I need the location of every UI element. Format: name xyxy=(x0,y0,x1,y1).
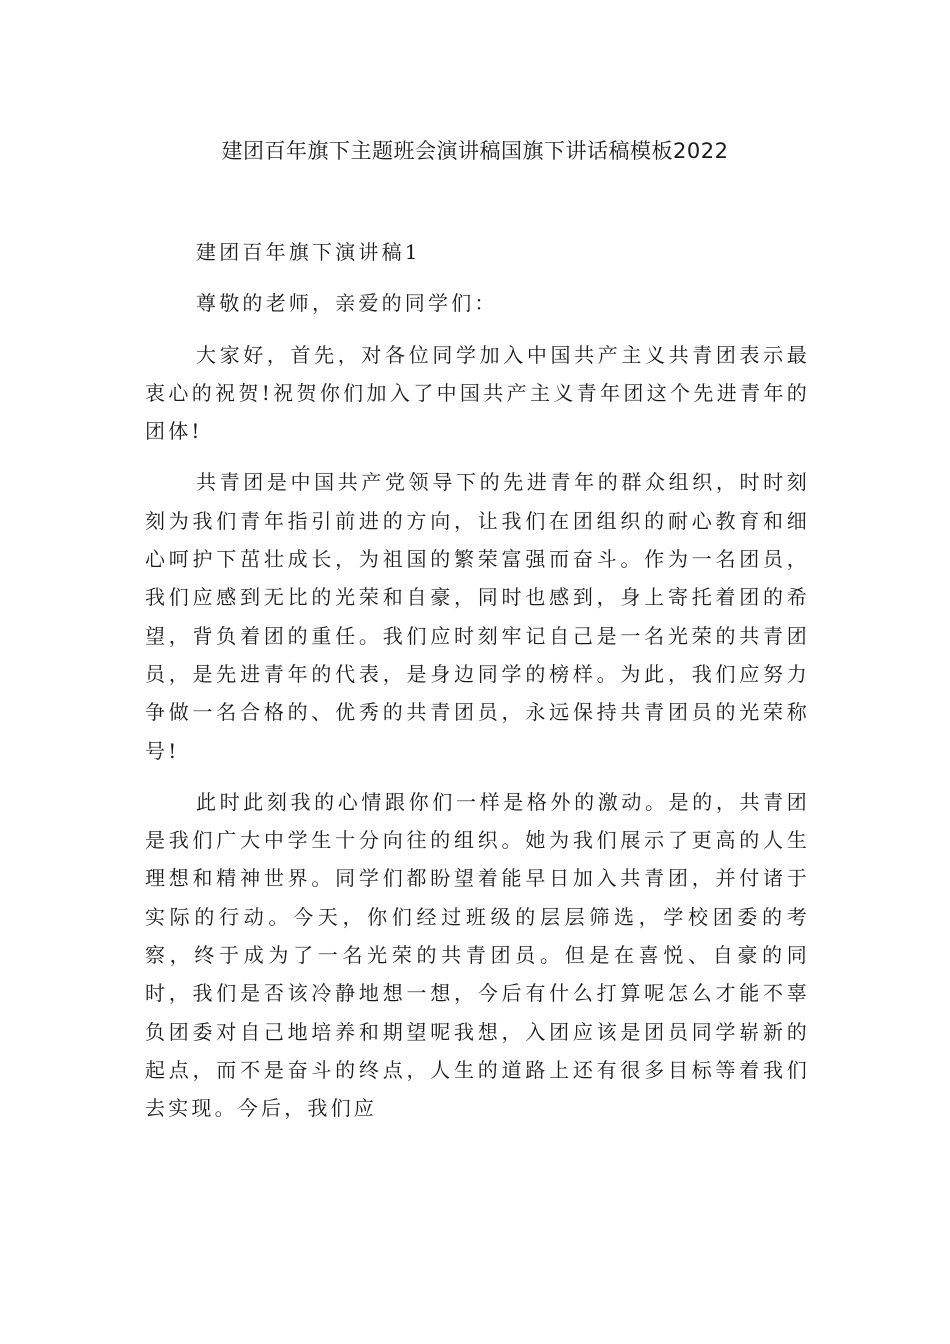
document-body xyxy=(145,233,810,1128)
body-paragraph: 大家好，首先，对各位同学加入中国共产主义共青团表示最衷心的祝贺!祝贺你们加入了中国共产主义青年团这个先进青年的团体! xyxy=(145,342,810,444)
body-paragraph: 共青团是中国共产党领导下的先进青年的群众组织，时时刻刻为我们青年指引前进的方向，让我们在团组织的耐心教育和细心呵护下茁壮成长，为祖国的繁荣富强而奋斗。作为一名团员，我们应感到无比的光荣和自豪，同时也感到，身上寄托着团的希望，背负着团的重任。我们应时刻牢记自己是一名光荣的共青团员，是先进青年的代表，是身边同学的榜样。为此，我们应努力争做一名合格的、优秀的共青团员，永远保持共青团员的光荣称号! xyxy=(145,470,810,763)
document-title: 建团百年旗下主题班会演讲稿国旗下讲话稿模板2022 xyxy=(221,139,729,163)
section-heading: 建团百年旗下演讲稿1 xyxy=(196,240,421,264)
body-paragraph: 此时此刻我的心情跟你们一样是格外的激动。是的，共青团是我们广大中学生十分向往的组织。她为我们展示了更高的人生理想和精神世界。同学们都盼望着能早日加入共青团，并付诸于实际的行动。今天，你们经过班级的层层筛选，学校团委的考察，终于成为了一名光荣的共青团员。但是在喜悦、自豪的同时，我们是否该冷静地想一想，今后有什么打算呢怎么才能不辜负团委对自己地培养和期望呢我想，入团应该是团员同学崭新的起点，而不是奋斗的终点，人生的道路上还有很多目标等着我们去实现。今后，我们应 xyxy=(145,789,810,1121)
salutation: 尊敬的老师，亲爱的同学们： xyxy=(196,291,498,316)
